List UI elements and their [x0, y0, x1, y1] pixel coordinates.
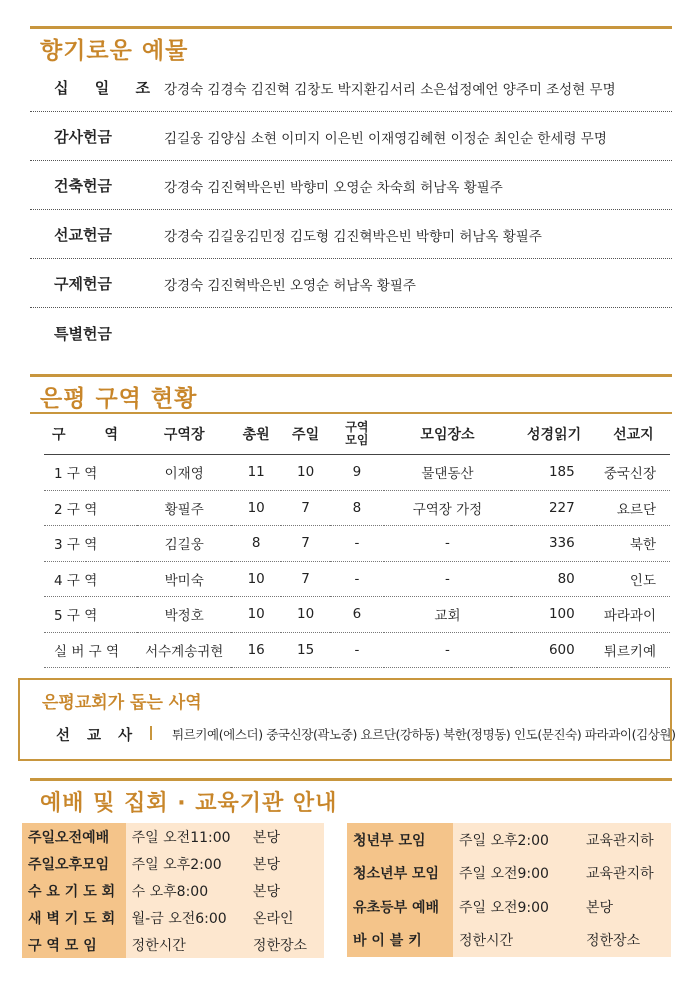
header-sunday: 주일: [281, 414, 330, 455]
district-place: -: [384, 632, 512, 668]
schedule-place: 본당: [247, 850, 324, 877]
schedule-time: 정한시간: [453, 924, 580, 958]
schedule-row: [347, 890, 671, 924]
district-sunday: 10: [281, 597, 330, 633]
schedule-label: 유초등부 예배: [347, 890, 453, 924]
header-yeok: 역: [86, 414, 137, 455]
schedule-time: 정한시간: [126, 931, 247, 958]
schedule-row: [347, 924, 671, 958]
header-meeting-top: 구역: [345, 420, 369, 434]
table-row: [44, 455, 670, 491]
district-bible: 336: [511, 526, 596, 562]
schedule-row: [347, 857, 671, 891]
schedule-row: [347, 823, 671, 857]
header-total: 총원: [231, 414, 280, 455]
table-row: [44, 597, 670, 633]
schedule-place: 정한장소: [247, 931, 324, 958]
schedule-title: 예배 및 집회 · 교육기관 안내: [40, 791, 338, 816]
district-bible: 80: [511, 561, 596, 597]
schedule-row: [22, 904, 324, 931]
schedule-row: [22, 823, 324, 850]
district-name: 4 구 역: [44, 561, 137, 597]
offerings-title: 향기로운 예물: [40, 38, 189, 64]
header-leader: 구역장: [137, 414, 232, 455]
district-meeting: 6: [330, 597, 383, 633]
district-total: 10: [231, 597, 280, 633]
missionary-separator: [150, 726, 152, 740]
district-name: 실 버 구 역: [44, 632, 137, 668]
schedule-place: 본당: [580, 890, 671, 924]
offering-names: 김길웅 김양심 소현 이미지 이은빈 이재영김혜현 이정순 최인순 한세령 무명: [164, 130, 607, 147]
district-mission: 튀르키예: [597, 632, 670, 668]
offering-row: [30, 260, 672, 308]
schedule-time: 주일 오전9:00: [453, 857, 580, 891]
schedule-label: 수 요 기 도 회: [22, 877, 126, 904]
offering-row: [30, 64, 672, 112]
schedule-label: 주일오전예배: [22, 823, 126, 850]
district-name: 1 구 역: [44, 455, 137, 491]
district-place: 구역장 가정: [384, 490, 512, 526]
offering-label: 선교헌금: [54, 226, 112, 244]
district-mission: 파라과이: [597, 597, 670, 633]
schedule-label: 새 벽 기 도 회: [22, 904, 126, 931]
district-sunday: 7: [281, 526, 330, 562]
schedule-label: 주일오후모임: [22, 850, 126, 877]
district-name: 3 구 역: [44, 526, 137, 562]
district-total: 10: [231, 490, 280, 526]
district-meeting: -: [330, 561, 383, 597]
offering-names: 강경숙 김길웅김민정 김도형 김진혁박은빈 박향미 허남옥 황필주: [164, 228, 542, 245]
header-mission: 선교지: [597, 414, 670, 455]
offering-names: 강경숙 김진혁박은빈 박향미 오영순 차숙희 허남옥 황필주: [164, 179, 503, 196]
district-leader: 김길웅: [137, 526, 232, 562]
district-table: [44, 414, 670, 668]
offering-label: 십 일 조: [54, 79, 150, 97]
district-sunday: 7: [281, 490, 330, 526]
schedule-label: 청소년부 모임: [347, 857, 453, 891]
schedule-place: 본당: [247, 877, 324, 904]
district-sunday: 7: [281, 561, 330, 597]
district-leader: 황필주: [137, 490, 232, 526]
district-leader: 이재영: [137, 455, 232, 491]
header-meeting: [330, 414, 383, 455]
schedule-place: 정한장소: [580, 924, 671, 958]
schedule-time: 주일 오전11:00: [126, 823, 247, 850]
schedule-time: 수 오후8:00: [126, 877, 247, 904]
offering-label: 건축헌금: [54, 177, 112, 195]
offering-names: 강경숙 김경숙 김진혁 김창도 박지환김서리 소은섭정예언 양주미 조성현 무명: [164, 81, 616, 98]
district-total: 8: [231, 526, 280, 562]
district-table-body: [44, 455, 670, 668]
table-row: [44, 632, 670, 668]
district-sunday: 10: [281, 455, 330, 491]
table-row: [44, 561, 670, 597]
district-meeting: 8: [330, 490, 383, 526]
district-meeting: -: [330, 526, 383, 562]
district-mission: 북한: [597, 526, 670, 562]
district-mission: 요르단: [597, 490, 670, 526]
schedule-label: 바 이 블 키: [347, 924, 453, 958]
schedule-row: [22, 931, 324, 958]
offering-row: [30, 309, 672, 357]
missionary-list: 튀르키예(에스더) 중국신장(곽노중) 요르단(강하동) 북한(정명동) 인도(문진숙) 파라과이(김상원): [172, 727, 676, 742]
district-sunday: 15: [281, 632, 330, 668]
district-leader: 박정호: [137, 597, 232, 633]
schedule-time: 주일 오전9:00: [453, 890, 580, 924]
schedule-row: [22, 877, 324, 904]
district-name: 5 구 역: [44, 597, 137, 633]
schedule-rule: [30, 778, 672, 781]
schedule-row: [22, 850, 324, 877]
offering-label: 특별헌금: [54, 324, 112, 343]
offering-row: [30, 113, 672, 161]
schedule-place: 교육관지하: [580, 823, 671, 857]
top-rule: [30, 26, 672, 29]
district-bible: 100: [511, 597, 596, 633]
district-place: 물댄동산: [384, 455, 512, 491]
district-total: 11: [231, 455, 280, 491]
district-name: 2 구 역: [44, 490, 137, 526]
schedule-place: 교육관지하: [580, 857, 671, 891]
schedule-time: 주일 오후2:00: [126, 850, 247, 877]
schedule-right-table: [347, 823, 671, 957]
missionary-label: 선 교 사: [56, 728, 139, 744]
schedule-place: 본당: [247, 823, 324, 850]
district-meeting: 9: [330, 455, 383, 491]
district-mission: 인도: [597, 561, 670, 597]
district-leader: 서수계송귀현: [137, 632, 232, 668]
schedule-label: 구 역 모 임: [22, 931, 126, 958]
district-mission: 중국신장: [597, 455, 670, 491]
schedule-label: 청년부 모임: [347, 823, 453, 857]
offering-row: [30, 211, 672, 259]
district-total: 10: [231, 561, 280, 597]
district-bible: 185: [511, 455, 596, 491]
mission-box: [18, 678, 676, 761]
schedule-left-table: [22, 823, 324, 958]
header-bible: 성경읽기: [511, 414, 596, 455]
district-table-header: [44, 414, 670, 455]
district-leader: 박미숙: [137, 561, 232, 597]
header-meeting-bottom: 모임: [345, 433, 369, 447]
district-place: -: [384, 561, 512, 597]
mission-title: 은평교회가 돕는 사역: [42, 693, 202, 713]
district-place: 교회: [384, 597, 512, 633]
header-gu: 구: [44, 414, 86, 455]
schedule-time: 주일 오후2:00: [453, 823, 580, 857]
schedule-place: 온라인: [247, 904, 324, 931]
district-place: -: [384, 526, 512, 562]
districts-rule: [30, 374, 672, 377]
table-row: [44, 490, 670, 526]
header-place: 모임장소: [384, 414, 512, 455]
offering-row: [30, 162, 672, 210]
schedule-time: 월-금 오전6:00: [126, 904, 247, 931]
table-row: [44, 526, 670, 562]
district-bible: 227: [511, 490, 596, 526]
offering-names: 강경숙 김진혁박은빈 오영순 허남옥 황필주: [164, 277, 416, 294]
districts-title: 은평 구역 현황: [40, 386, 198, 412]
district-meeting: -: [330, 632, 383, 668]
district-total: 16: [231, 632, 280, 668]
offering-label: 구제헌금: [54, 275, 112, 293]
district-bible: 600: [511, 632, 596, 668]
offering-label: 감사헌금: [54, 128, 112, 146]
